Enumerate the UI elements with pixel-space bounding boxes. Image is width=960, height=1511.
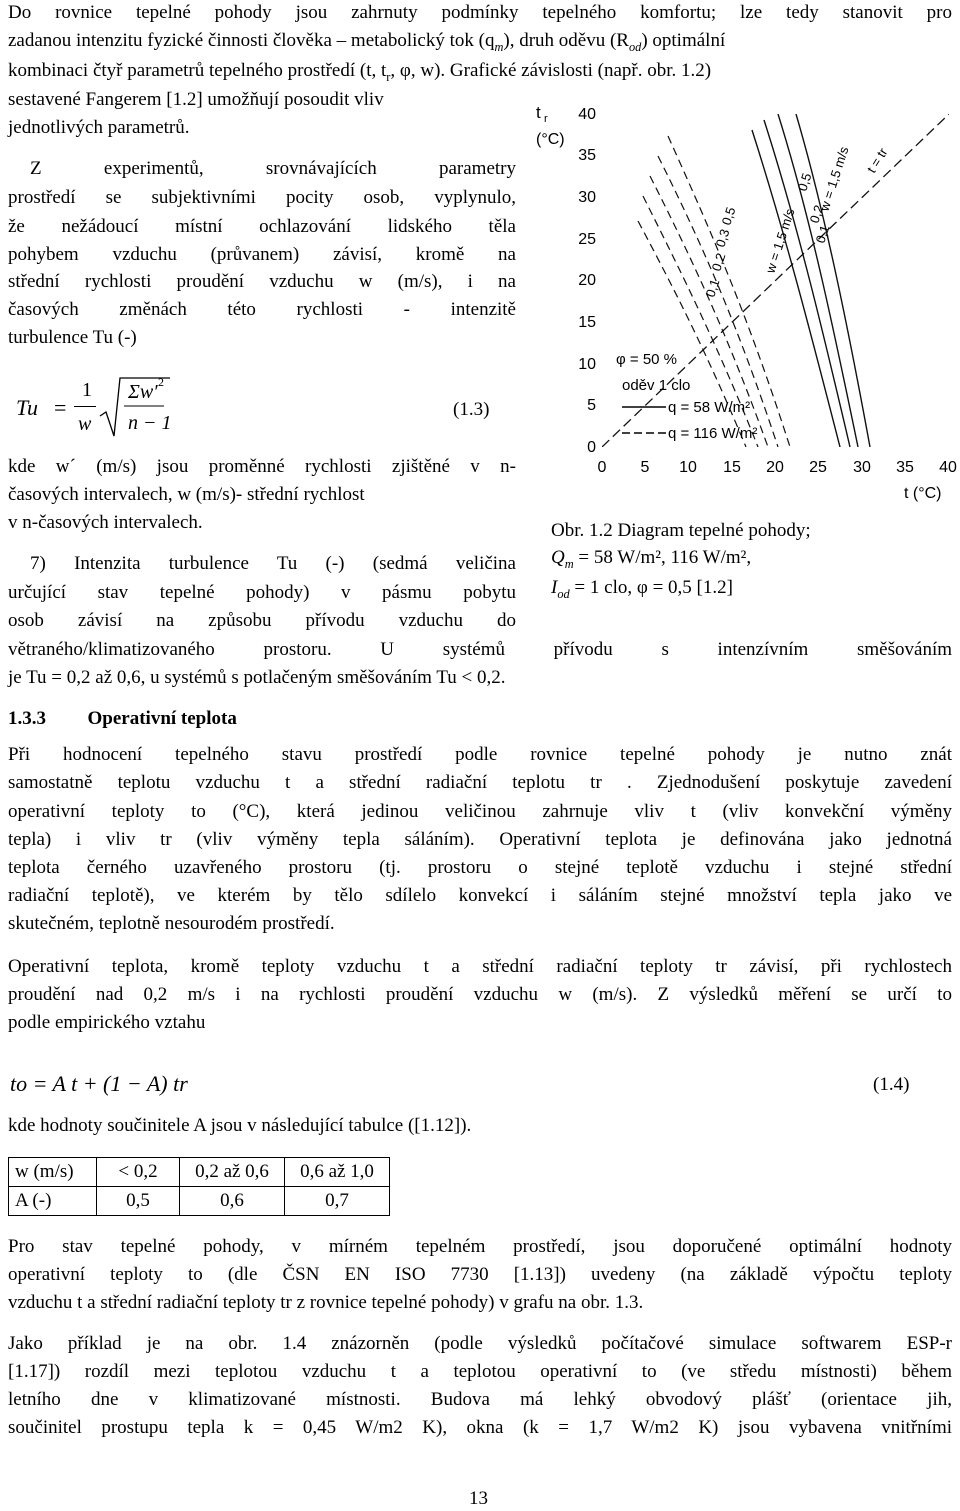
y-tick-label: 0 (587, 439, 596, 456)
text-line: Jako příklad je na obr. 1.4 znázorněn (podle výsledků počítačové simulace softwarem ESP-r (8, 1333, 952, 1354)
y-tick-label: 20 (578, 272, 596, 289)
text-line: [1.17]) rozdíl mezi teplotou vzduchu t a teplotou operativní to (ve středu místnosti) během (8, 1361, 952, 1382)
text-line: prostředí se subjektivními pocity osob, vyplynulo, (8, 187, 516, 208)
x-axis-label: t (°C) (904, 485, 942, 502)
eq-rad-num: Σw′ (128, 381, 158, 403)
thermal-comfort-diagram (528, 96, 958, 506)
caption-line-3: $I_{od} = 1$ clo, φ = 0,5 [1.2] (551, 577, 733, 601)
text-line: Pro stav tepelné pohody, v mírném tepelném prostředí, jsou doporučené optimální hodnoty (8, 1236, 952, 1257)
text-line: radiační teplotě), ve kterém by tělo sdílelo konvekcí i sáláním stejné množství tepla jako ve (8, 885, 952, 906)
text-line: tepla) i vliv tr (vliv výměny tepla sáláním). Operativní teplota je definována jako jednotná (8, 829, 952, 850)
caption-line-1: Obr. 1.2 Diagram tepelné pohody; (551, 520, 811, 541)
label-01-mid: 0,1 (702, 277, 723, 299)
label-02-top: 0,2 (806, 203, 827, 225)
section-heading (8, 708, 237, 730)
label-01-top: 0,1 (812, 223, 833, 245)
equality-line (602, 114, 949, 447)
label-tr-equals-t: t = tr (863, 145, 891, 176)
coefficient-table (8, 1157, 390, 1216)
x-tick-label: 40 (939, 459, 957, 476)
intro-line-4: sestavené Fangerem [1.2] umožňují posoudit vliv (8, 89, 384, 110)
text-line: turbulence Tu (-) (8, 327, 137, 348)
intro-line-3: kombinaci čtyř parametrů tepelného prostředí (t, $t_r$, φ, w). Grafické závislosti (např. obr. 1.2) (8, 60, 712, 84)
table-cell: w (m/s) (9, 1158, 97, 1187)
legend-q58: q = 58 W/m² (668, 399, 751, 416)
y-axis-label: t (536, 103, 541, 122)
text-line: určující stav tepelné pohody) v pásmu pobytu (8, 582, 516, 603)
text-line: proudění nad 0,2 m/s i na rychlosti proudění vzduchu w (m/s). Z výsledků měření se určí to (8, 984, 952, 1005)
legend-q116: q = 116 W/m² (668, 425, 758, 442)
text-line: skutečném, teplotně nesourodém prostředí. (8, 913, 335, 934)
y-tick-label: 35 (578, 147, 596, 164)
eq-frac-den: w (78, 413, 92, 435)
eq-number: (1.4) (873, 1074, 910, 1095)
intro-line-1: Do rovnice tepelné pohody jsou zahrnuty podmínky tepelného komfortu; lze tedy stanovit pro (8, 2, 952, 23)
x-tick-label: 20 (766, 459, 784, 476)
text-line: že nežádoucí místní ochlazování lidského těla (8, 216, 516, 237)
text-line: teplota černého uzavřeného prostoru (tj. prostoru o stejné teplotě vzduchu i stejné střední (8, 857, 952, 878)
label-w15-mid: w = 1,5 m/s (762, 206, 798, 275)
text-line: 7) Intenzita turbulence Tu (-) (sedmá veličina (30, 553, 516, 574)
y-tick-label: 30 (578, 189, 596, 206)
intro-line-2: zadanou intenzitu fyzické činnosti člověka – metabolický tok $(q_m)$, druh oděvu $(R_{od})$ optimální (8, 30, 726, 54)
x-tick-label: 30 (853, 459, 871, 476)
label-05-top: 0,5 (794, 171, 815, 193)
table-row (9, 1158, 390, 1187)
x-tick-label: 35 (896, 459, 914, 476)
text-line: je Tu = 0,2 až 0,6, u systémů s potlačeným směšováním Tu < 0,2. (8, 667, 506, 688)
x-tick-label: 10 (679, 459, 697, 476)
section-number: 1.3.3 (8, 708, 46, 729)
text-line: střední rychlosti proudění vzduchu w (m/s), i na (8, 271, 516, 292)
y-tick-label: 10 (578, 356, 596, 373)
text-line: větraného/klimatizovaného prostoru. U systémů přívodu s intenzívním směšováním (8, 639, 952, 660)
text-line: časových intervalech, w (m/s)- střední rychlost (8, 484, 365, 505)
label-w15-top: w = 1,5 m/s (816, 144, 852, 213)
x-tick-label: 15 (723, 459, 741, 476)
y-tick-label: 5 (587, 397, 596, 414)
text-line: vzduchu t a střední radiační teploty tr z rovnice tepelné pohody) v grafu na obr. 1.3. (8, 1292, 644, 1313)
y-tick-label: 15 (578, 314, 596, 331)
table-cell: 0,7 (285, 1187, 390, 1216)
intro-line-5: jednotlivých parametrů. (8, 117, 190, 138)
text-line: Operativní teplota, kromě teploty vzduchu t a střední radiační teploty tr závisí, při rychlostech (8, 956, 952, 977)
table-row (9, 1187, 390, 1216)
text-line: operativní teploty to (°C), která jedinou veličinou zahrnuje vliv t (vliv konvekční výměny (8, 801, 952, 822)
text-line: operativní teploty to (dle ČSN EN ISO 7730 [1.13]) uvedeny (na základě výpočtu teploty (8, 1264, 952, 1285)
eq-number: (1.3) (453, 399, 490, 420)
table-cell: 0,6 (180, 1187, 285, 1216)
text-line: v n-časových intervalech. (8, 512, 203, 533)
x-tick-label: 25 (809, 459, 827, 476)
table-cell: A (-) (9, 1187, 97, 1216)
y-tick-label: 25 (578, 231, 596, 248)
y-axis-unit: (°C) (536, 131, 565, 148)
text-line: pohybem vzduchu (průvanem) závisí, kromě na (8, 244, 516, 265)
text-line: osob závisí na způsobu přívodu vzduchu do (8, 610, 516, 631)
legend-phi: φ = 50 % (616, 351, 678, 368)
table-cell: 0,6 až 1,0 (285, 1158, 390, 1187)
eq-sign: = (54, 395, 67, 420)
table-cell: 0,5 (97, 1187, 180, 1216)
text-line: kde w´ (m/s) jsou proměnné rychlosti zjištěné v n- (8, 456, 516, 477)
x-tick-label: 0 (597, 459, 607, 476)
label-05-mid: 0,5 (718, 205, 739, 227)
label-03-mid: 0,3 (712, 227, 733, 249)
text-line: letního dne v klimatizované místnosti. Budova má lehký obvodový plášť (orientace jih, (8, 1389, 952, 1410)
page-number: 13 (469, 1488, 488, 1509)
table-cell: 0,2 až 0,6 (180, 1158, 285, 1187)
eq-frac-num: 1 (82, 379, 92, 401)
eq-rad-sup: 2 (158, 375, 164, 389)
eq-lhs: Tu (16, 395, 39, 420)
eq-expression: to = A t + (1 − A) tr (10, 1071, 188, 1096)
eq-rad-den: n − 1 (128, 412, 172, 434)
caption-line-2: $Q_m = 58$ W/m², 116 W/m², (551, 547, 752, 571)
x-tick-label: 5 (640, 459, 650, 476)
table-cell: < 0,2 (97, 1158, 180, 1187)
text-line: časových změnách této rychlosti - intenzitě (8, 299, 516, 320)
text-line: podle empirického vztahu (8, 1012, 206, 1033)
text-line: součinitel prostupu tepla k = 0,45 W/m2 K), okna (k = 1,7 W/m2 K) jsou vybavena vnitřními (8, 1417, 952, 1438)
text-line: Z experimentů, srovnávajících parametry (30, 158, 516, 179)
text-line: Při hodnocení tepelného stavu prostředí podle rovnice tepelné pohody je nutno znát (8, 744, 952, 765)
paragraph-table-intro: kde hodnoty součinitele A jsou v následující tabulce ([1.12]). (8, 1115, 472, 1136)
y-tick-label: 40 (578, 106, 596, 123)
text-line: samostatně teplotu vzduchu t a střední radiační teplotu tr . Zjednodušení poskytuje zavedení (8, 772, 952, 793)
label-02-mid: 0,2 (708, 251, 729, 273)
y-axis-label-sub: r (544, 113, 548, 125)
legend-clo: oděv 1 clo (622, 377, 691, 394)
section-title: Operativní teplota (87, 708, 237, 729)
